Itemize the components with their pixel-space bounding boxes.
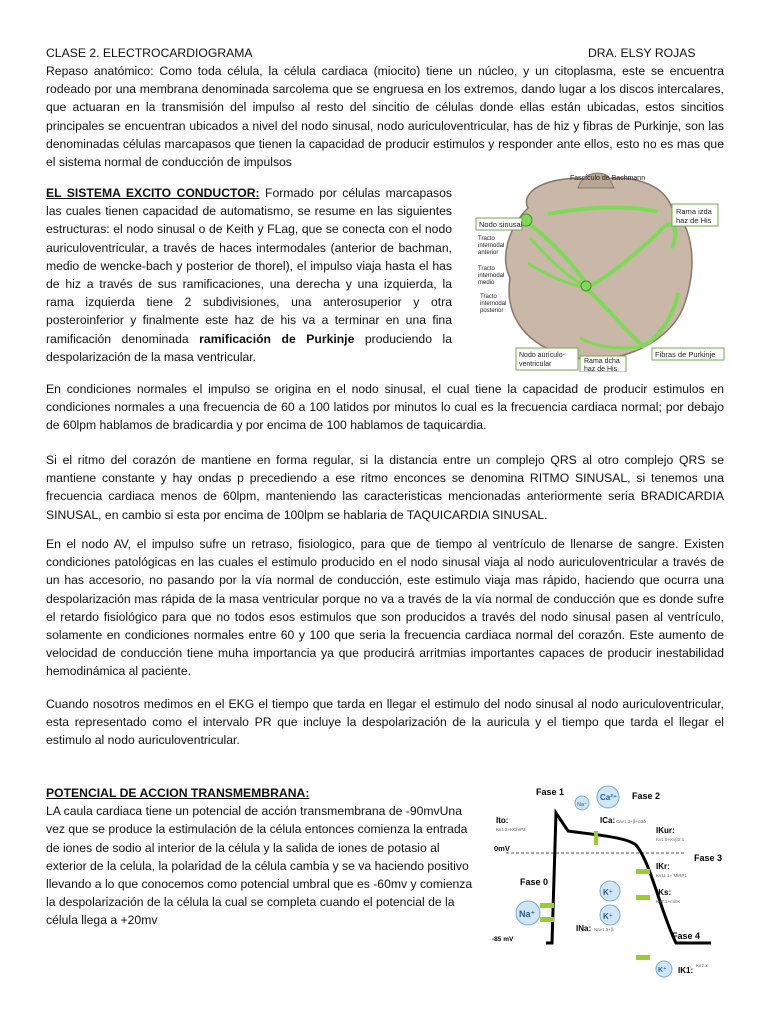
label-ina-sub: Nav1.5+β [594, 927, 614, 932]
label-haz-his-izda: haz de His [676, 216, 712, 225]
ion-ca-label: Ca²⁺ [600, 793, 618, 802]
ion-k-2-label: K⁺ [603, 912, 613, 921]
paragraph-potencial-accion [46, 784, 476, 930]
label-ikr-sub: Kv11.1+ MiRP1 [656, 873, 688, 878]
paragraph-text: Formado por células marcapasos las cuales tienen capacidad de automatismo, se resume en las siguientes estructuras: el nodo sinusal o de Keith y FLag, que se conecta con el nodo auriculoventricular, a través de haces intermodales (anterior de bachman, medio de wencke-bach y posterior de thorel), el impulso viaja hasta el has de hiz a través de sus ramificaciones, una derecha y una izquierda, la rama izquierda tiene 2 subdivisiones, una anterosuperior y otra posteroinferior y finalmente este haz de his va a terminar en una fina ramificación denominada [46, 186, 453, 346]
paragraph-nodo-av: En el nodo AV, el impulso sufre un retraso, fisiologico, para que de tiempo al ventrículo de llenarse de sangre. Existen condiciones patológicas en las cuales el estimulo producido en el nodo sinusal viaja al nodo auriculoventricular a través de un has accesorio, no pasando por la vía normal de conducción, este estimulo viaja mas rápido, haciendo que ocurra una despolarización mas rápida de la masa ventricular porque no va a través de la vía normal de conducción que es donde sufre el retardo fisiológico para que no todos esos estimulos que son producidos a través del nodo sinusal pasen al ventrículo, solamente en condiciones normales entre 60 y 100 que seria la frecuencia cardiaca normal del corazón. Este aumento de velocidad de conducción tiene muha importancia ya que producirá arritmias importantes capaces de producir inestabilidad hemodinámica al paciente. [46, 537, 724, 679]
label-ica: ICa: [600, 816, 616, 825]
label-ik1: IK1: [678, 966, 694, 975]
paragraph-sistema-excito-conductor [46, 184, 452, 366]
heart-conduction-figure [458, 168, 730, 372]
paragraph-ritmo-sinusal: Si el ritmo del corazón de mantiene en forma regular, si la distancia entre un complejo QRS al otro complejo QRS se mantiene constante y hay ondas p precediendo a ese ritmo enconces se denomina RITMO SINUSAL, si tenemos una frecuencia cardiaca menos de 60lpm, manteniendo las caracteristicas mencionadas anteriormente seria BRADICARDIA SINUSAL, en cambio si esta por encima de 100lpm se hablaria de TAQUICARDIA SINUSAL. [46, 453, 724, 522]
section-heading-sistema: EL SISTEMA EXCITO CONDUCTOR: [46, 186, 260, 200]
label-ito-sub: Kv4.3+KChIP2 [496, 827, 526, 832]
label-fase-3: Fase 3 [694, 853, 723, 863]
ion-na-label: Na⁺ [519, 909, 536, 919]
label-tracto-medio-1: Tracto [478, 266, 495, 272]
header-author: DRA. ELSY ROJAS [588, 46, 696, 60]
label-nodo-av-2: ventricular [519, 361, 552, 368]
label-tracto-anterior-2: internodal [478, 243, 505, 249]
ion-na-small-label: Na⁺ [577, 802, 587, 808]
paragraph-text: LA caula cardiaca tiene un potencial de acción transmembrana de -90mvUna vez que se produce la estimulación de la célula entonces comienza la entrada de iones de sodio al interior de la célula y la salida de iones de potasio al exterior de la celula, la polaridad de la célula cambia y se va haciendo positivo llevando a lo que conocemos como potencial umbral que es -60mv y comienza la despolarización de la célula la cual se completa cuando el potencial de la célula llega a +20mv [46, 804, 473, 928]
action-potential-figure [486, 783, 726, 983]
label-ina: INa: [576, 924, 592, 933]
label-tracto-anterior-3: anterior [478, 250, 499, 256]
label-tracto-posterior-2: internodal [480, 301, 507, 307]
ion-k-3-label: K⁺ [658, 967, 667, 974]
label-tracto-medio-3: medio [478, 280, 495, 286]
label-fase-4: Fase 4 [672, 931, 701, 941]
label-fase-0: Fase 0 [520, 877, 549, 887]
label-tracto-posterior-1: Tracto [480, 294, 497, 300]
label-rama-dcha: Rama dcha [584, 358, 620, 365]
paragraph-repaso-anatomico: Repaso anatómico: Como toda célula, la célula cardiaca (miocito) tiene un núcleo, y un citoplasma, este se encuentra rodeado por una membrana denominada sarcolema que se engruesa en los extremos, dando lugar a los discos intercalares, que actuaran en la transmisión del impulso al resto del sincitio de células donde ellas están ubicadas, estos sincitios principales se encuentran ubicados a nivel del nodo sinusal, nodo auriculoventricular, has de hiz y fibras de Purkinje, son las denominadas células marcapasos que tienen la capacidad de producir estimulos y responder ante ellos, esto no es mas que el sistema normal de conducción de impulsos [46, 64, 724, 170]
label-bachmann: Fascículo de Bachmann [570, 175, 646, 182]
label-tracto-medio-2: internodal [478, 273, 505, 279]
label-ikr: IKr: [656, 862, 670, 871]
label-iks: IKs: [656, 888, 672, 897]
channel-na [540, 903, 554, 908]
label-iks-sub: Kv7.1+minK [656, 899, 681, 904]
label-haz-his-dcha: haz de His [584, 366, 618, 372]
label-ikur: IKur: [656, 826, 675, 835]
label-ik1-sub: Kir2.x [696, 963, 708, 968]
label-tracto-posterior-3: posterior [480, 308, 504, 314]
label-ica-sub: Cav1.2+β+α2δ [616, 819, 646, 824]
paragraph-text: produciendo la despolarización de la masa ventricular. [46, 331, 452, 364]
section-heading-potencial: POTENCIAL DE ACCION TRANSMEMBRANA: [46, 786, 310, 800]
label-fase-1: Fase 1 [536, 787, 565, 797]
label-fibras-purkinje: Fibras de Purkinje [655, 350, 716, 359]
label-ito: Ito: [496, 816, 509, 825]
ion-k-1-label: K⁺ [603, 888, 613, 897]
paragraph-frecuencia-normal: En condiciones normales el impulso se origina en el nodo sinusal, el cual tiene la capacidad de producir estimulos en condiciones normales a una frecuencia de 60 a 100 latidos por minutos lo cual es la frecuencia cardiaca normal; por debajo de 60lpm hablamos de bradicardia y por encima de 100 hablamos de taquicardia. [46, 382, 724, 433]
bold-term-purkinje: ramificación de Purkinje [199, 331, 355, 346]
channel-ikr [636, 869, 650, 874]
channel-ik1 [636, 955, 650, 960]
label-minus-85mv: -85 mV [492, 936, 514, 943]
channel-iks [636, 895, 650, 900]
label-nodo-av-1: Nodo aurículo- [519, 352, 565, 359]
label-rama-izda: Rama izda [676, 207, 712, 216]
channel-ca [594, 831, 598, 845]
label-fase-2: Fase 2 [632, 791, 661, 801]
label-nodo-sinusal: Nodo sinusal [479, 220, 523, 229]
label-tracto-anterior-1: Tracto [478, 236, 495, 242]
label-0mv: 0mV [494, 844, 510, 853]
paragraph-intervalo-pr: Cuando nosotros medimos en el EKG el tiempo que tarda en llegar el estimulo del nodo sinusal al nodo auriculoventricular, esta representado como el intervalo PR que incluye la despolarización de la auricula y el tiempo que tarda el llegar el estimulo al nodo auriculoventricular. [46, 697, 724, 748]
label-ikur-sub: Kv1.5+Kvβ2.1 [656, 837, 685, 842]
header-course-title: CLASE 2. ELECTROCARDIOGRAMA [46, 46, 253, 60]
channel-na-2 [540, 917, 554, 922]
